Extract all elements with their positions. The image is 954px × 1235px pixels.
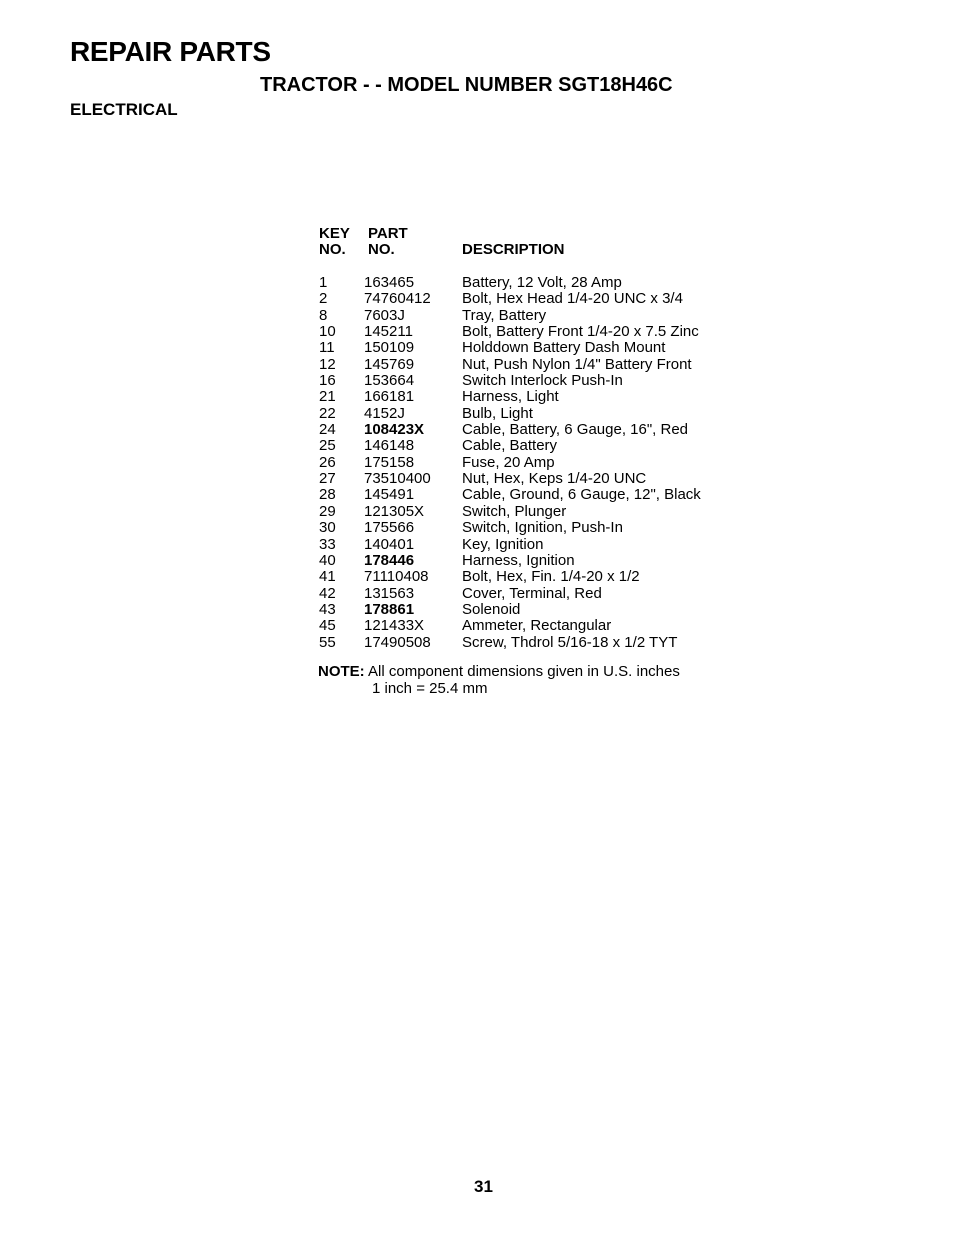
header-key-line2: NO. <box>319 241 346 258</box>
key-number: 24 <box>319 421 336 439</box>
key-number: 10 <box>319 323 336 341</box>
part-description: Harness, Ignition <box>462 551 575 569</box>
header-part-line2: NO. <box>368 241 395 258</box>
part-number: 7603J <box>364 306 405 324</box>
header-key-line1: KEY <box>319 225 350 242</box>
key-number: 1 <box>319 274 328 291</box>
note-line1: All component dimensions given in U.S. inches <box>368 663 680 680</box>
part-description: Cover, Terminal, Red <box>462 584 602 602</box>
key-number: 27 <box>319 470 336 488</box>
key-number: 12 <box>319 355 336 373</box>
part-description: Switch, Plunger <box>462 502 567 520</box>
part-description: Bolt, Hex, Fin. 1/4-20 x 1/2 <box>462 568 640 586</box>
key-number: 28 <box>319 486 336 504</box>
part-number: 121305X <box>364 502 425 520</box>
part-number: 121433X <box>364 617 425 635</box>
part-number: 74760412 <box>364 290 431 308</box>
part-number: 4152J <box>364 404 405 422</box>
part-number: 178861 <box>364 600 415 618</box>
part-number: 131563 <box>364 584 415 602</box>
key-number: 22 <box>319 404 336 422</box>
key-number: 41 <box>319 568 336 586</box>
dimension-note <box>318 663 680 697</box>
part-number: 108423X <box>364 421 425 439</box>
part-number: 166181 <box>364 388 415 406</box>
key-number: 40 <box>319 551 336 569</box>
key-number: 25 <box>319 437 336 455</box>
part-number: 140401 <box>364 535 415 553</box>
part-description: Cable, Battery <box>462 437 558 455</box>
part-description: Bolt, Hex Head 1/4-20 UNC x 3/4 <box>462 290 683 308</box>
part-description: Switch, Ignition, Push-In <box>462 519 623 537</box>
key-number: 43 <box>319 600 336 618</box>
part-description: Nut, Hex, Keps 1/4-20 UNC <box>462 470 647 488</box>
key-number: 2 <box>319 290 328 308</box>
key-number: 21 <box>319 388 336 406</box>
key-number: 8 <box>319 306 328 324</box>
part-description: Solenoid <box>462 600 521 618</box>
note-line2: 1 inch = 25.4 mm <box>372 680 488 697</box>
part-description: Ammeter, Rectangular <box>462 617 612 635</box>
part-number: 175566 <box>364 519 415 537</box>
part-description: Bolt, Battery Front 1/4-20 x 7.5 Zinc <box>462 323 699 341</box>
part-description: Cable, Ground, 6 Gauge, 12", Black <box>462 486 701 504</box>
page-number: 31 <box>474 1177 493 1196</box>
part-number: 153664 <box>364 372 415 390</box>
page-title: REPAIR PARTS <box>70 36 271 67</box>
key-number: 45 <box>319 617 336 635</box>
part-number: 145491 <box>364 486 415 504</box>
section-heading: ELECTRICAL <box>70 100 178 119</box>
part-description: Screw, Thdrol 5/16-18 x 1/2 TYT <box>462 633 678 651</box>
part-description: Nut, Push Nylon 1/4" Battery Front <box>462 355 692 373</box>
header-description: DESCRIPTION <box>462 241 565 258</box>
part-number: 145211 <box>364 323 413 341</box>
part-description: Battery, 12 Volt, 28 Amp <box>462 274 622 291</box>
key-number: 30 <box>319 519 336 537</box>
part-number: 71110408 <box>364 568 429 586</box>
note-label: NOTE: <box>318 663 365 680</box>
part-number: 175158 <box>364 453 415 471</box>
part-description: Harness, Light <box>462 388 559 406</box>
part-description: Tray, Battery <box>462 306 547 324</box>
part-number: 163465 <box>364 274 415 291</box>
part-description: Bulb, Light <box>462 404 533 422</box>
key-number: 16 <box>319 372 336 390</box>
part-description: Switch Interlock Push-In <box>462 372 623 390</box>
part-number: 178446 <box>364 551 415 569</box>
part-description: Fuse, 20 Amp <box>462 453 555 471</box>
key-number: 42 <box>319 584 336 602</box>
key-number: 11 <box>319 339 335 357</box>
key-number: 33 <box>319 535 336 553</box>
part-description: Key, Ignition <box>462 535 544 553</box>
part-number: 150109 <box>364 339 415 357</box>
part-number: 145769 <box>364 355 415 373</box>
key-number: 26 <box>319 453 336 471</box>
key-number: 55 <box>319 633 336 651</box>
part-description: Holddown Battery Dash Mount <box>462 339 666 357</box>
key-number: 29 <box>319 502 336 520</box>
part-description: Cable, Battery, 6 Gauge, 16", Red <box>462 421 689 439</box>
model-subtitle: TRACTOR - - MODEL NUMBER SGT18H46C <box>260 74 673 96</box>
part-number: 146148 <box>364 437 415 455</box>
header-part-line1: PART <box>368 225 408 242</box>
part-number: 17490508 <box>364 633 431 651</box>
part-number: 73510400 <box>364 470 431 488</box>
